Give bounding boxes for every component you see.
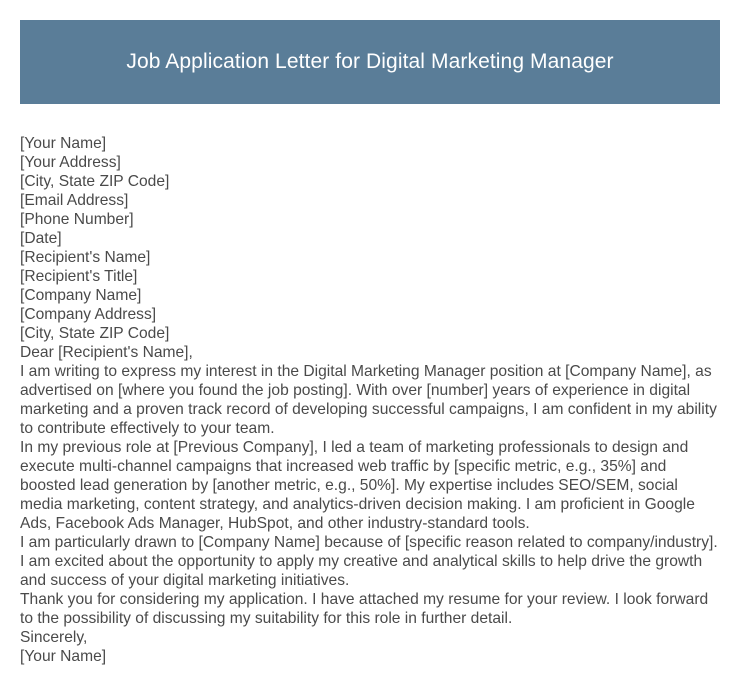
sender-address: [Your Address] bbox=[20, 154, 121, 171]
sender-city-state-zip: [City, State ZIP Code] bbox=[20, 173, 170, 190]
sender-phone: [Phone Number] bbox=[20, 211, 134, 228]
paragraph-thanks: Thank you for considering my application. I have attached my resume for your review. I look forward to the possibility of discussing my suitability for this role in further detail. bbox=[20, 591, 709, 627]
letter-date: [Date] bbox=[20, 230, 62, 247]
sender-email: [Email Address] bbox=[20, 192, 129, 209]
greeting: Dear [Recipient's Name], bbox=[20, 344, 193, 361]
recipient-company-address: [Company Address] bbox=[20, 306, 157, 323]
closing: Sincerely, bbox=[20, 629, 88, 646]
recipient-city-state-zip: [City, State ZIP Code] bbox=[20, 325, 170, 342]
recipient-title: [Recipient's Title] bbox=[20, 268, 138, 285]
paragraph-experience: In my previous role at [Previous Company], I led a team of marketing professionals to design and execute multi-channel campaigns that increased web traffic by [specific metric, e.g., 35%] and boosted lead generation by [another metric, e.g., 50%]. My expertise includes SEO/SEM, social media marketing, content strategy, and analytics-driven decision making. I am proficient in Google Ads, Facebook Ads Manager, HubSpot, and other industry-standard tools. bbox=[20, 439, 695, 532]
title-banner bbox=[20, 20, 720, 104]
recipient-company: [Company Name] bbox=[20, 287, 142, 304]
paragraph-intro: I am writing to express my interest in the Digital Marketing Manager position at [Company Name], as advertised on [where you found the job posting]. With over [number] years of experience in digital marketing and a proven track record of developing successful campaigns, I am confident in my ability to contribute effectively to your team. bbox=[20, 363, 717, 437]
page-title: Job Application Letter for Digital Marketing Manager bbox=[126, 50, 614, 73]
sender-name: [Your Name] bbox=[20, 135, 107, 152]
signature: [Your Name] bbox=[20, 648, 107, 665]
letter-body bbox=[20, 134, 720, 666]
recipient-name: [Recipient's Name] bbox=[20, 249, 151, 266]
paragraph-motivation: I am particularly drawn to [Company Name] because of [specific reason related to company/industry]. I am excited about the opportunity to apply my creative and analytical skills to help drive the growth and success of your digital marketing initiatives. bbox=[20, 534, 718, 589]
